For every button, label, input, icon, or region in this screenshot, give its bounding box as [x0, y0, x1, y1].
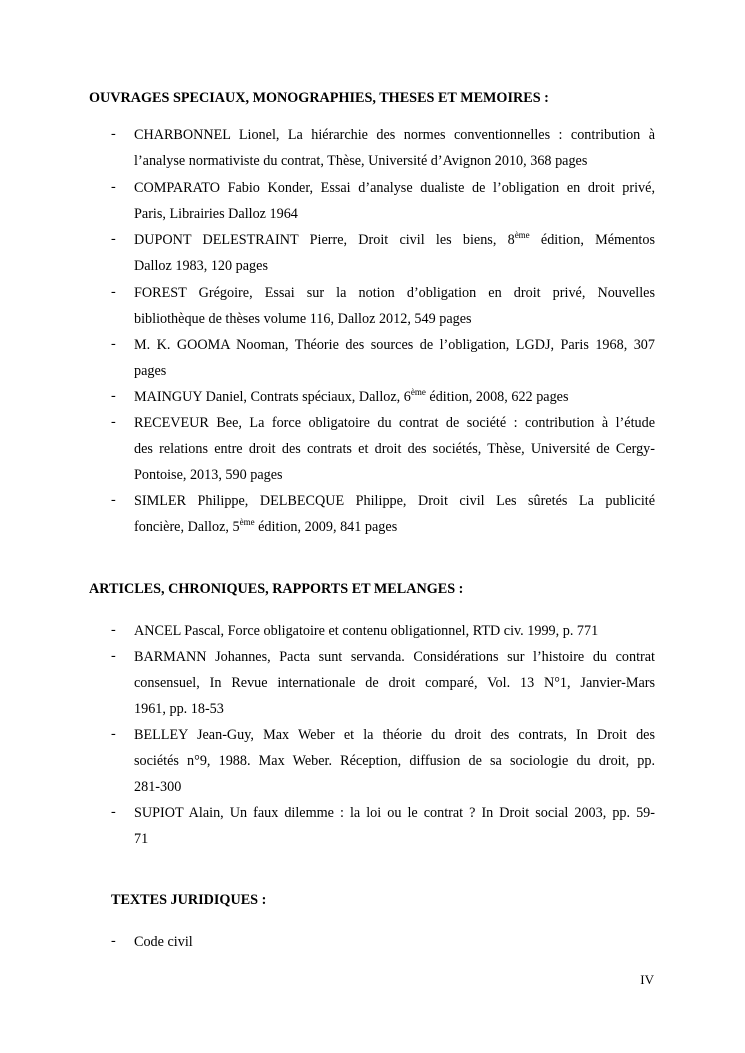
entry-line: CHARBONNEL Lionel, La hiérarchie des normes conventionnelles : contribution à: [134, 127, 655, 143]
bibliography-entry-receveur: [134, 414, 655, 492]
entry-line: FOREST Grégoire, Essai sur la notion d’obligation en droit privé, Nouvelles: [134, 285, 655, 301]
list-bullet: -: [111, 231, 116, 247]
page-number: IV: [640, 972, 654, 987]
bibliography-entry-simler: [134, 492, 655, 544]
superscript-ordinal: ème: [410, 387, 426, 397]
list-bullet: -: [111, 388, 116, 404]
entry-line: 1961, pp. 18-53: [134, 701, 224, 717]
bibliography-entry-dupont-delestraint: [134, 231, 655, 283]
entry-line: Code civil: [134, 934, 193, 950]
section-heading-textes-juridiques: TEXTES JURIDIQUES :: [111, 892, 267, 908]
section-heading-articles: ARTICLES, CHRONIQUES, RAPPORTS ET MELANGES :: [89, 581, 464, 597]
superscript-ordinal: ème: [514, 230, 530, 240]
entry-line: RECEVEUR Bee, La force obligatoire du contrat de société : contribution à l’étude: [134, 415, 655, 431]
list-bullet: -: [111, 933, 116, 949]
entry-line: COMPARATO Fabio Konder, Essai d’analyse dualiste de l’obligation en droit privé,: [134, 180, 655, 196]
entry-line: Paris, Librairies Dalloz 1964: [134, 206, 298, 222]
entry-line: ANCEL Pascal, Force obligatoire et contenu obligationnel, RTD civ. 1999, p. 771: [134, 623, 599, 639]
entry-line: MAINGUY Daniel, Contrats spéciaux, Dalloz, 6ème édition, 2008, 622 pages: [134, 387, 569, 405]
bibliography-entry-ancel: [134, 622, 655, 648]
bibliography-entry-comparato: [134, 179, 655, 231]
entry-line: consensuel, In Revue internationale de droit comparé, Vol. 13 N°1, Janvier-Mars: [134, 675, 655, 691]
entry-line: pages: [134, 363, 167, 379]
bibliography-entry-forest: [134, 284, 655, 336]
list-bullet: -: [111, 648, 116, 664]
bibliography-entry-mainguy: [134, 388, 655, 414]
list-bullet: -: [111, 126, 116, 142]
list-bullet: -: [111, 726, 116, 742]
entry-line: SUPIOT Alain, Un faux dilemme : la loi ou le contrat ? In Droit social 2003, pp. 59-: [134, 805, 655, 821]
bibliography-entry-supiot: [134, 804, 655, 856]
entry-line: sociétés n°9, 1988. Max Weber. Réception, diffusion de sa sociologie du droit, pp.: [134, 753, 655, 769]
list-bullet: -: [111, 492, 116, 508]
entry-line: l’analyse normativiste du contrat, Thèse, Université d’Avignon 2010, 368 pages: [134, 153, 588, 169]
list-bullet: -: [111, 284, 116, 300]
entry-line: des relations entre droit des contrats et droit des sociétés, Thèse, Université de Cergy-: [134, 441, 655, 457]
list-bullet: -: [111, 622, 116, 638]
superscript-ordinal: ème: [239, 517, 255, 527]
entry-line: BELLEY Jean-Guy, Max Weber et la théorie du droit des contrats, In Droit des: [134, 727, 655, 743]
list-bullet: -: [111, 414, 116, 430]
list-bullet: -: [111, 336, 116, 352]
bibliography-entry-barmann: [134, 648, 655, 726]
entry-line: 71: [134, 831, 149, 847]
entry-line: foncière, Dalloz, 5ème édition, 2009, 841 pages: [134, 517, 398, 535]
bibliography-entry-code-civil: [134, 933, 655, 959]
section-heading-ouvrages: OUVRAGES SPECIAUX, MONOGRAPHIES, THESES ET MEMOIRES :: [89, 90, 549, 106]
entry-line: bibliothèque de thèses volume 116, Dalloz 2012, 549 pages: [134, 311, 472, 327]
entry-line: Dalloz 1983, 120 pages: [134, 258, 268, 274]
entry-line: M. K. GOOMA Nooman, Théorie des sources de l’obligation, LGDJ, Paris 1968, 307: [134, 337, 655, 353]
entry-line: BARMANN Johannes, Pacta sunt servanda. Considérations sur l’histoire du contrat: [134, 649, 655, 665]
bibliography-entry-belley: [134, 726, 655, 804]
list-bullet: -: [111, 804, 116, 820]
entry-line: 281-300: [134, 779, 182, 795]
entry-line: SIMLER Philippe, DELBECQUE Philippe, Droit civil Les sûretés La publicité: [134, 493, 655, 509]
bibliography-entry-gooma: [134, 336, 655, 388]
list-bullet: -: [111, 179, 116, 195]
bibliography-entry-charbonnel: [134, 126, 655, 178]
entry-line: Pontoise, 2013, 590 pages: [134, 467, 283, 483]
entry-line: DUPONT DELESTRAINT Pierre, Droit civil les biens, 8ème édition, Mémentos: [134, 230, 655, 248]
